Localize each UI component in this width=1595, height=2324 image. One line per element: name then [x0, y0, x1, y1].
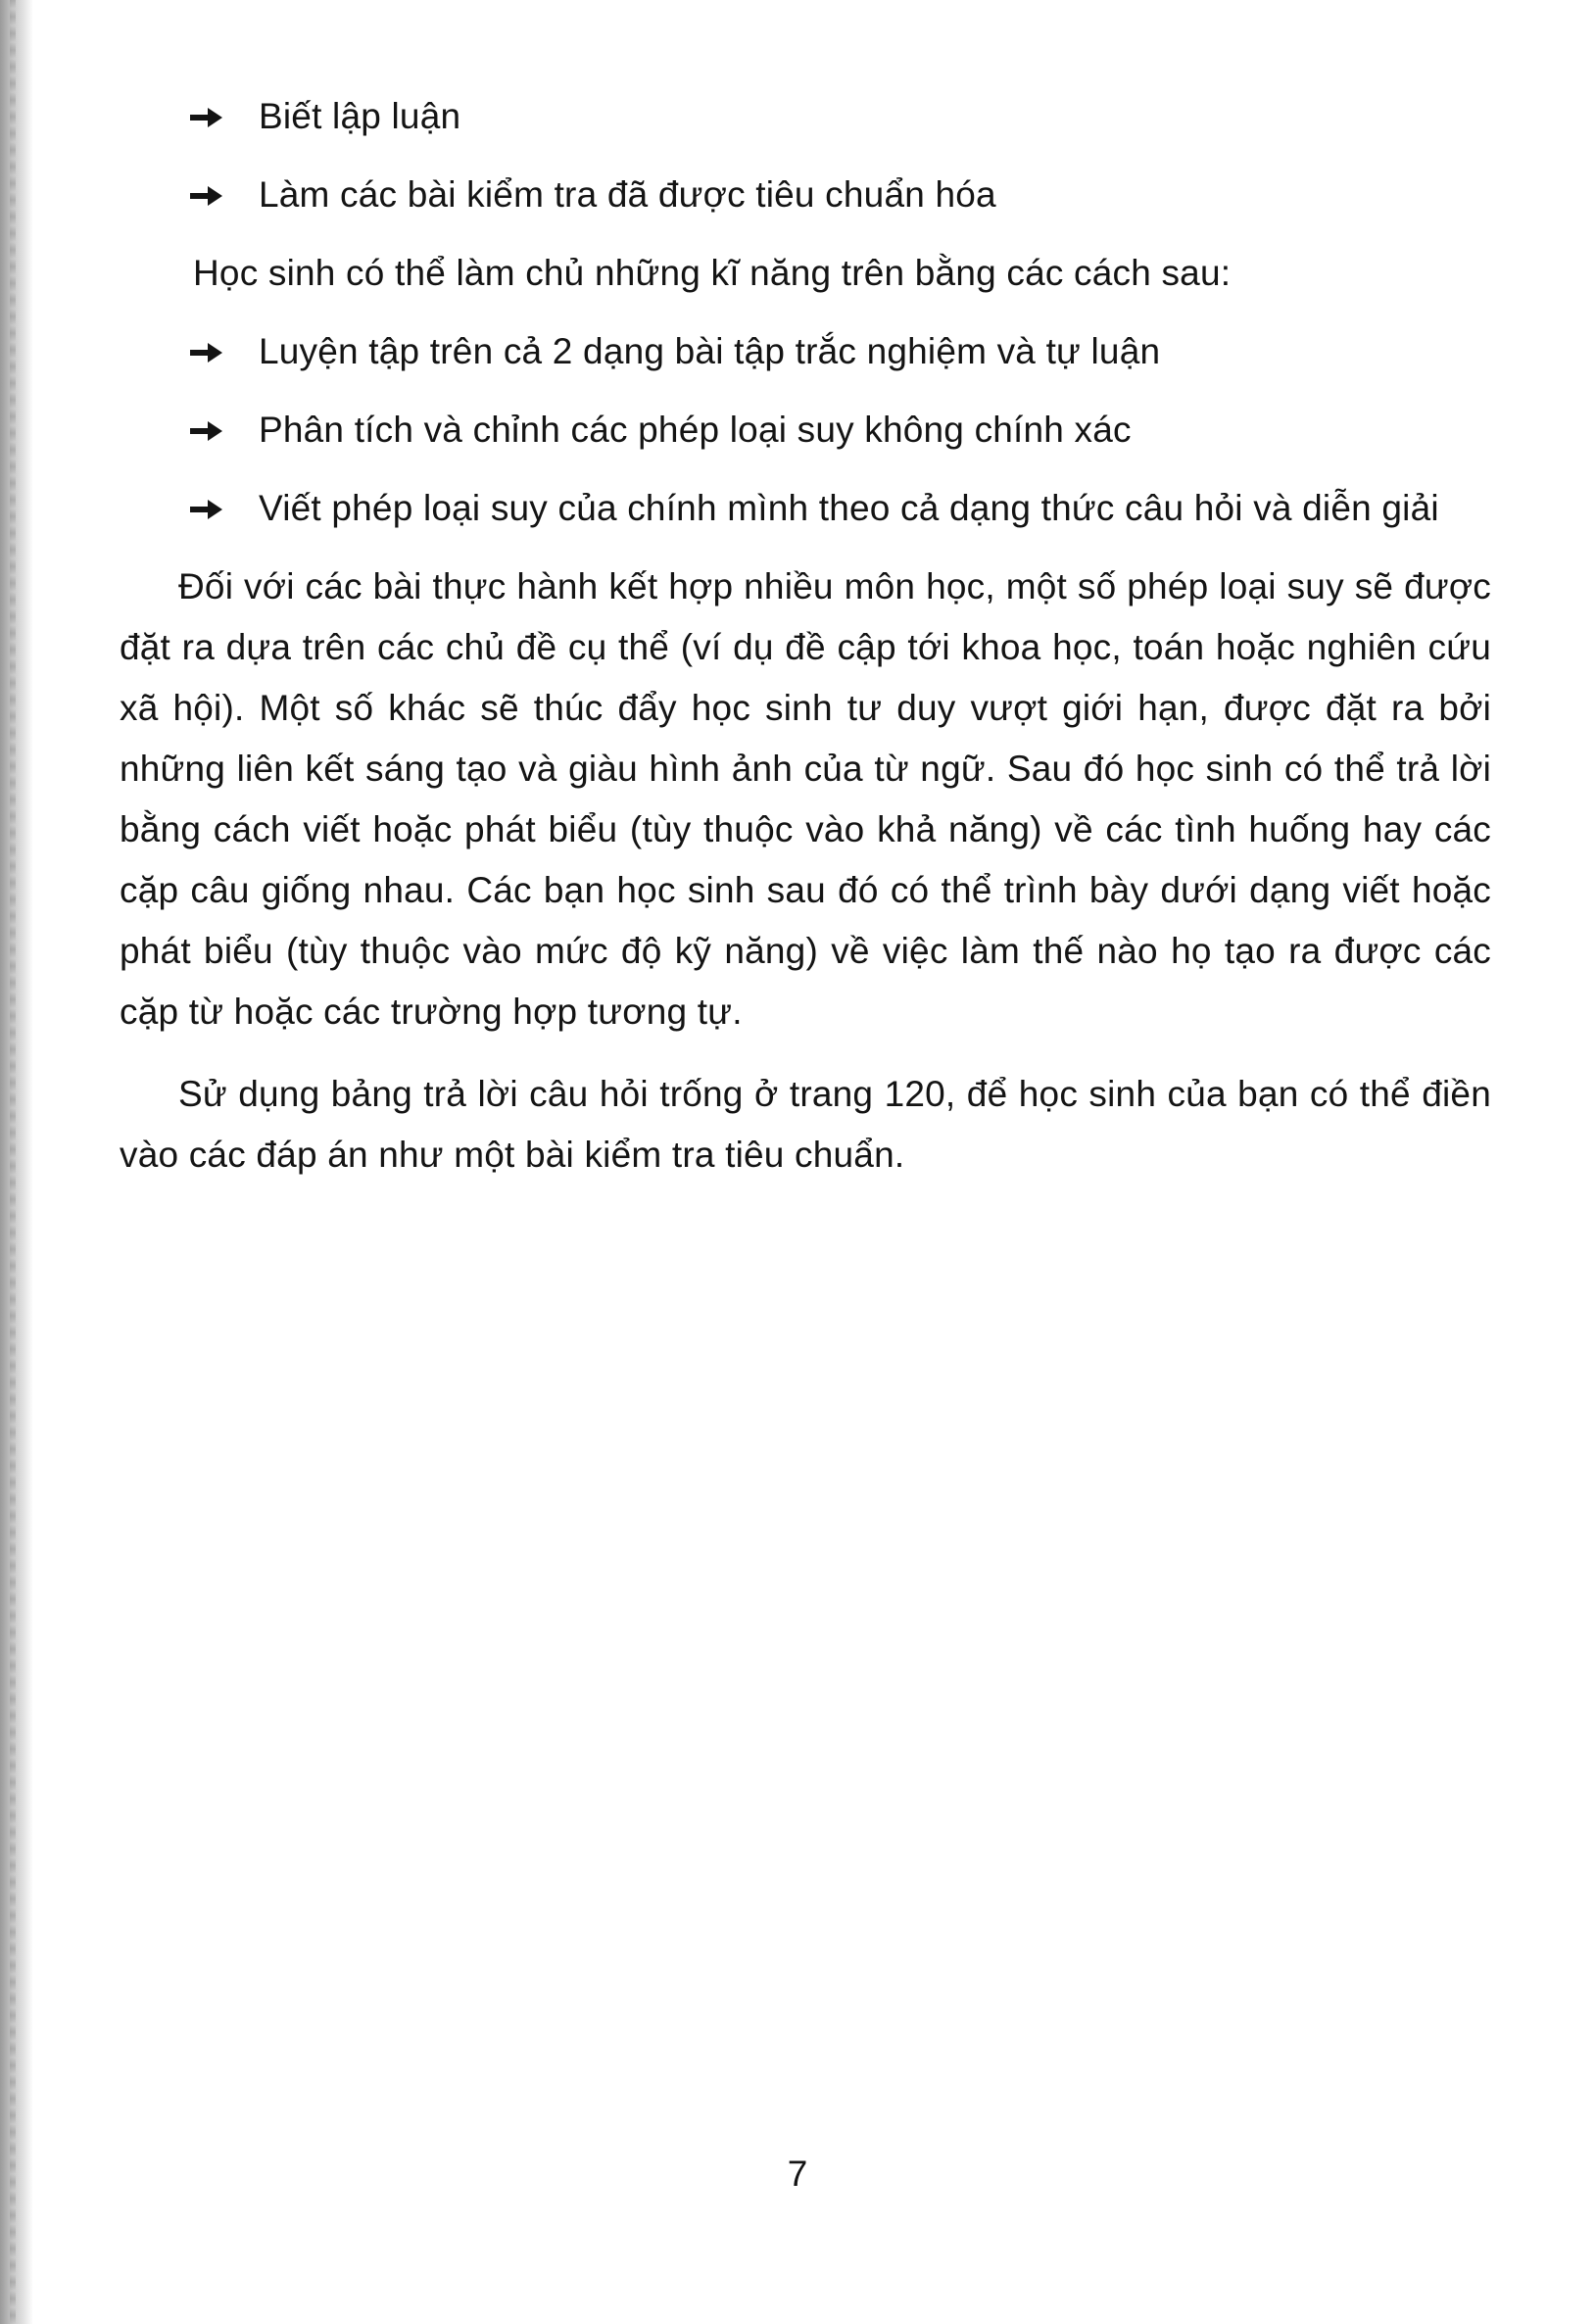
- bullet-item: [190, 478, 1493, 539]
- bullet-text: Biết lập luận: [259, 96, 461, 136]
- body-paragraph: Sử dụng bảng trả lời câu hỏi trống ở trang 120, để học sinh của bạn có thể điền vào các đáp án như một bài kiểm tra tiêu chuẩn.: [120, 1074, 1491, 1175]
- bullet-item: [190, 165, 1493, 225]
- bullet-item: [190, 86, 1493, 147]
- bullet-item: [190, 321, 1493, 382]
- arrow-right-icon: [190, 321, 229, 382]
- body-paragraph: Đối với các bài thực hành kết hợp nhiều môn học, một số phép loại suy sẽ được đặt ra dựa trên các chủ đề cụ thể (ví dụ đề cập tới khoa học, toán hoặc nghiên cứu xã hội). Một số khác sẽ thúc đẩy học sinh tư duy vượt giới hạn, được đặt ra bởi những liên kết sáng tạo và giàu hình ảnh của từ ngữ. Sau đó học sinh có thể trả lời bằng cách viết hoặc phát biểu (tùy thuộc vào khả năng) về các tình huống hay các cặp câu giống nhau. Các bạn học sinh sau đó có thể trình bày dưới dạng viết hoặc phát biểu (tùy thuộc vào mức độ kỹ năng) về việc làm thế nào họ tạo ra được các cặp từ hoặc các trường hợp tương tự.: [120, 566, 1491, 1032]
- bullet-text: Luyện tập trên cả 2 dạng bài tập trắc nghiệm và tự luận: [259, 331, 1161, 371]
- arrow-right-icon: [190, 165, 229, 225]
- bullet-text: Phân tích và chỉnh các phép loại suy không chính xác: [259, 410, 1132, 450]
- arrow-right-icon: [190, 478, 229, 539]
- scan-binding-texture: [10, 0, 16, 2324]
- bullet-item: [190, 400, 1493, 460]
- page-content: [120, 86, 1493, 1207]
- arrow-right-icon: [190, 400, 229, 460]
- bullet-text: Làm các bài kiểm tra đã được tiêu chuẩn hóa: [259, 174, 996, 215]
- page-number: 7: [787, 2154, 808, 2194]
- arrow-right-icon: [190, 86, 229, 147]
- lead-sentence: Học sinh có thể làm chủ những kĩ năng trên bằng các cách sau:: [193, 253, 1232, 293]
- bullet-text: Viết phép loại suy của chính mình theo cả dạng thức câu hỏi và diễn giải: [259, 488, 1439, 528]
- scan-binding-shadow: [0, 0, 33, 2324]
